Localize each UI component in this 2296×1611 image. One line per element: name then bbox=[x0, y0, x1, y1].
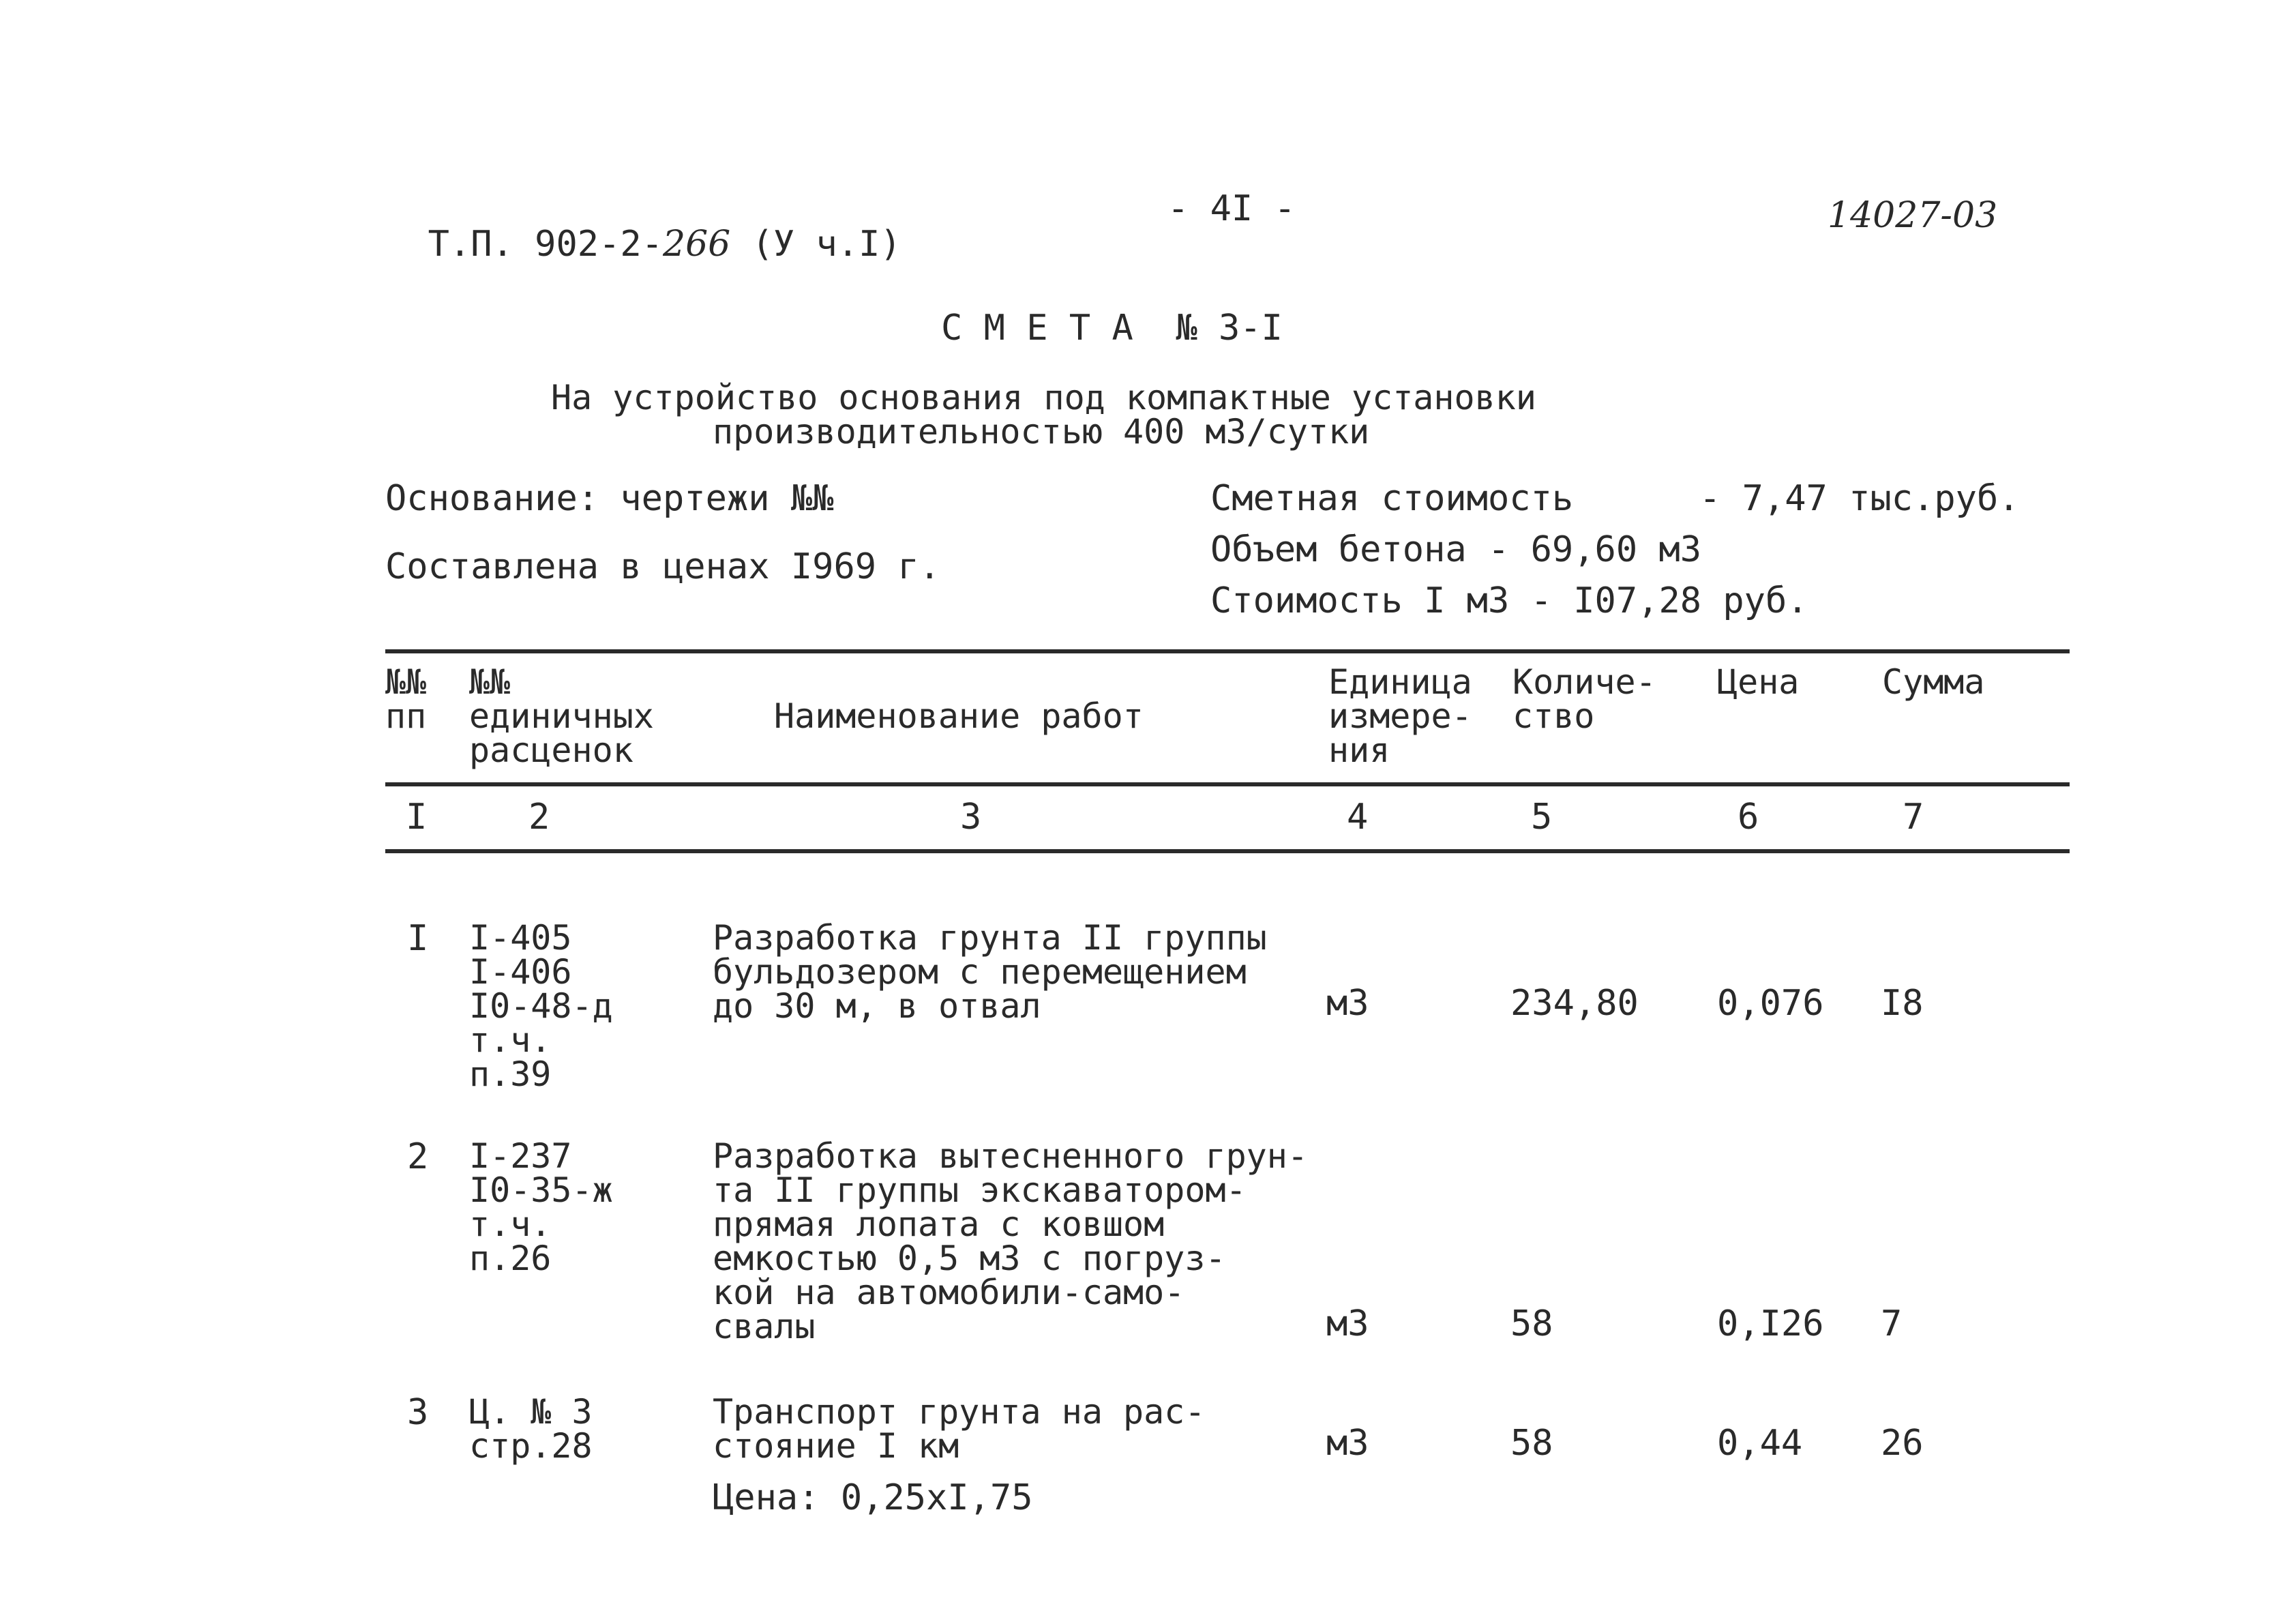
registration-number: 14027-03 bbox=[1828, 195, 1998, 236]
document-code-printed: Т.П. 902-2- bbox=[428, 224, 663, 265]
row-number: 2 bbox=[407, 1136, 429, 1177]
header-col-row-number: №№ пп bbox=[385, 662, 427, 736]
quantity: 58 bbox=[1510, 1303, 1553, 1344]
line-sum: 7 bbox=[1881, 1303, 1903, 1344]
row-number: 3 bbox=[407, 1392, 429, 1433]
estimated-cost-label: Сметная стоимость bbox=[1210, 478, 1574, 519]
column-number: 7 bbox=[1903, 797, 1924, 838]
header-col-unit: Единица измере- ния bbox=[1328, 662, 1472, 770]
work-name: Транспорт грунта на рас- стояние I км bbox=[713, 1392, 1206, 1466]
column-number: 2 bbox=[528, 797, 550, 838]
estimated-cost-value: - 7,47 тыс.руб. bbox=[1699, 478, 2020, 519]
concrete-volume-text: Объем бетона - 69,60 м3 bbox=[1210, 529, 1702, 570]
rate-codes: I-237 I0-35-ж т.ч. п.26 bbox=[469, 1136, 613, 1278]
column-number: I bbox=[406, 797, 428, 838]
table-header-rule bbox=[385, 782, 2070, 786]
page-number: - 4I - bbox=[1167, 188, 1296, 229]
column-number: 4 bbox=[1347, 797, 1369, 838]
unit-price: 0,44 bbox=[1717, 1423, 1803, 1464]
work-name: Разработка вытесненного грун- та II группы экскаватором- прямая лопата с ковшом емкостью 0,5 м3 с погруз- кой на автомобили-само- свалы bbox=[713, 1136, 1308, 1346]
price-note: Цена: 0,25хI,75 bbox=[713, 1477, 1033, 1518]
unit-of-measure: м3 bbox=[1326, 1423, 1369, 1464]
column-number: 6 bbox=[1738, 797, 1759, 838]
unit-of-measure: м3 bbox=[1326, 1303, 1369, 1344]
line-sum: I8 bbox=[1881, 983, 1924, 1024]
estimate-subtitle-line2: производительностью 400 м3/сутки bbox=[713, 412, 1370, 452]
document-code bbox=[385, 191, 901, 265]
line-sum: 26 bbox=[1881, 1423, 1924, 1464]
document-code-handwritten: 266 bbox=[663, 224, 731, 265]
work-name: Разработка грунта II группы бульдозером с перемещением до 30 м, в отвал bbox=[713, 918, 1267, 1026]
table-top-rule bbox=[385, 649, 2070, 653]
unit-price: 0,I26 bbox=[1717, 1303, 1824, 1344]
quantity: 58 bbox=[1510, 1423, 1553, 1464]
row-number: I bbox=[407, 918, 429, 959]
header-col-work-name: Наименование работ bbox=[774, 696, 1144, 736]
column-number: 3 bbox=[960, 797, 982, 838]
header-col-price: Цена bbox=[1717, 662, 1800, 702]
column-number: 5 bbox=[1531, 797, 1553, 838]
prices-year-text: Составлена в ценах I969 г. bbox=[385, 546, 940, 587]
rate-codes: Ц. № 3 стр.28 bbox=[469, 1392, 593, 1466]
basis-text: Основание: чертежи №№ bbox=[385, 478, 834, 519]
rate-codes: I-405 I-406 I0-48-д т.ч. п.39 bbox=[469, 918, 613, 1094]
unit-cost-text: Стоимость I м3 - I07,28 руб. bbox=[1210, 580, 1808, 621]
header-col-quantity: Количе- ство bbox=[1512, 662, 1656, 736]
unit-price: 0,076 bbox=[1717, 983, 1824, 1024]
estimate-title: С М Е Т А № 3-I bbox=[941, 308, 1283, 349]
unit-of-measure: м3 bbox=[1326, 983, 1369, 1024]
estimate-subtitle-line1: На устройство основания под компактные установки bbox=[551, 378, 1536, 417]
quantity: 234,80 bbox=[1510, 983, 1639, 1024]
header-col-sum: Сумма bbox=[1882, 662, 1985, 702]
document-code-suffix: (У ч.I) bbox=[730, 224, 901, 265]
header-col-rate-codes: №№ единичных расценок bbox=[469, 662, 654, 770]
table-numbers-rule bbox=[385, 849, 2070, 853]
